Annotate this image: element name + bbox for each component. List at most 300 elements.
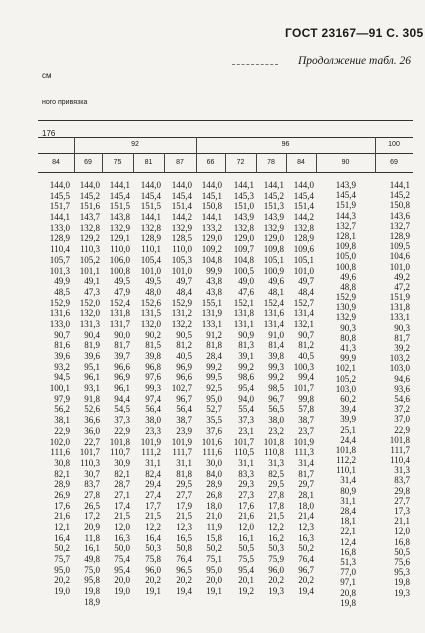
table-cell: 35,5 xyxy=(206,415,222,426)
table-cell: 29,4 xyxy=(145,479,161,490)
table-cell: 144,0 xyxy=(171,180,192,190)
table-cell: 56,5 xyxy=(268,404,284,415)
table-cell: 101,9 xyxy=(293,436,314,447)
table-cell: 39,1 xyxy=(238,351,254,361)
table-cell: 131,6 xyxy=(263,308,284,319)
table-cell: 131,7 xyxy=(109,318,130,329)
table-cell: 95,0 xyxy=(206,564,222,575)
table-cell: 19,4 xyxy=(298,586,314,597)
table-cell: 16,3 xyxy=(114,532,130,543)
table-cell: 49,7 xyxy=(176,276,192,287)
table-cell: 110,0 xyxy=(110,244,130,255)
subheader: 66 xyxy=(206,159,215,166)
table-cell: 131,3 xyxy=(79,318,100,329)
table-cell: 50,8 xyxy=(176,543,192,554)
table-cell: 144,1 xyxy=(263,180,284,190)
table-cell: 49,0 xyxy=(238,276,254,287)
table-cell: 76,4 xyxy=(298,554,314,565)
table-cell: 28,7 xyxy=(114,479,130,490)
table-cell: 90,3 xyxy=(394,322,410,333)
table-cell: 111,6 xyxy=(50,447,70,458)
table-cell: 144,1 xyxy=(140,212,161,223)
table-cell: 152,7 xyxy=(293,297,314,308)
table-cell: 99,4 xyxy=(298,372,314,383)
table-cell: 96,7 xyxy=(176,393,192,404)
table-cell: 110,8 xyxy=(264,447,284,458)
table-cell: 145,4 xyxy=(293,190,314,201)
table-cell: 105,2 xyxy=(335,373,356,384)
table-cell: 90,2 xyxy=(145,329,161,340)
table-cell: 109,7 xyxy=(233,244,254,255)
table-cell: 110,0 xyxy=(172,244,192,255)
subheader: 69 xyxy=(390,159,398,166)
table-cell: 105,4 xyxy=(140,254,161,265)
subheader: 81 xyxy=(144,159,153,166)
table-cell: 145,5 xyxy=(49,190,70,201)
table-cell: 39,6 xyxy=(84,351,100,361)
table-cell: 128,9 xyxy=(389,230,410,241)
table-cell: 75,1 xyxy=(206,554,222,565)
table-cell: 28,4 xyxy=(206,351,222,361)
table-cell: 129,1 xyxy=(109,233,130,244)
table-cell: 132,2 xyxy=(171,318,192,329)
table-cell: 111,7 xyxy=(390,444,410,455)
table-cell: 104,6 xyxy=(389,251,410,262)
table-cell: 77,0 xyxy=(340,567,356,578)
table-cell: 31,1 xyxy=(145,457,161,468)
data-column xyxy=(254,180,284,597)
table-cell: 128,9 xyxy=(293,233,314,244)
group-header-100: 100 xyxy=(388,141,400,148)
table-cell: 131,8 xyxy=(109,308,130,319)
table-cell: 94,5 xyxy=(54,372,70,383)
subheader: 72 xyxy=(236,159,245,166)
table-cell: 12,3 xyxy=(298,522,314,532)
table-cell: 21,4 xyxy=(298,511,314,522)
table-cell: 99,9 xyxy=(206,265,222,276)
table-cell: 100,5 xyxy=(233,265,254,276)
table-cell: 145,3 xyxy=(233,190,254,201)
table-cell: 105,1 xyxy=(293,254,314,265)
table-cell: 152,1 xyxy=(233,297,254,308)
table-cell: 20,0 xyxy=(206,575,222,586)
table-cell: 144,2 xyxy=(293,212,314,223)
table-cell: 21,5 xyxy=(114,511,130,522)
table-cell: 38,7 xyxy=(298,415,314,426)
table-cell: 12,3 xyxy=(176,522,192,532)
table-cell: 21,5 xyxy=(145,511,161,522)
table-cell: 96,5 xyxy=(176,564,192,575)
table-cell: 19,8 xyxy=(340,597,356,608)
table-cell: 49,1 xyxy=(84,276,100,287)
table-cell: 23,9 xyxy=(176,425,192,436)
table-cell: 23,2 xyxy=(268,425,284,436)
table-cell: 12,2 xyxy=(145,522,161,532)
table-cell: 98,5 xyxy=(268,383,284,394)
table-cell: 38,1 xyxy=(54,415,70,426)
table-cell: 105,1 xyxy=(263,254,284,265)
table-cell: 48,0 xyxy=(145,286,161,297)
table-cell: 132,0 xyxy=(140,318,161,329)
table-cell: 96,1 xyxy=(114,383,130,394)
table-cell: 19,1 xyxy=(206,586,222,597)
table-cell: 109,8 xyxy=(335,241,356,252)
table-cell: 151,9 xyxy=(335,200,356,211)
table-cell: 110,7 xyxy=(110,447,130,458)
table-cell: 81,2 xyxy=(298,340,314,351)
table-cell: 81,8 xyxy=(176,468,192,479)
table-cell: 16,8 xyxy=(394,536,410,547)
table-cell: 152,9 xyxy=(335,292,356,303)
table-cell: 30,7 xyxy=(84,468,100,479)
table-cell: 132,8 xyxy=(79,222,100,233)
table-cell: 101,9 xyxy=(171,436,192,447)
table-cell: 22,9 xyxy=(394,424,410,435)
table-cell: 143,9 xyxy=(233,212,254,223)
table-cell: 98,6 xyxy=(238,372,254,383)
table-cell: 132,7 xyxy=(389,220,410,231)
table-cell: 99,3 xyxy=(145,383,161,394)
table-cell: 55,4 xyxy=(238,404,254,415)
table-cell: 133,0 xyxy=(49,318,70,329)
table-cell: 49,8 xyxy=(84,554,100,565)
table-cell: 94,4 xyxy=(114,393,130,404)
table-cell: 21,6 xyxy=(238,511,254,522)
table-cell: 96,6 xyxy=(176,372,192,383)
table-cell: 144,0 xyxy=(49,180,70,190)
table-cell: 81,9 xyxy=(84,340,100,351)
table-cell: 17,3 xyxy=(394,506,410,516)
table-cell: 26,8 xyxy=(206,489,222,500)
table-cell: 31,1 xyxy=(238,457,254,468)
table-cell: 144,0 xyxy=(79,180,100,190)
table-cell: 23,7 xyxy=(298,425,314,436)
table-cell: 152,4 xyxy=(109,297,130,308)
table-cell: 80,9 xyxy=(340,485,356,496)
table-cell: 20,0 xyxy=(114,575,130,586)
table-cell: 90,9 xyxy=(238,329,254,340)
table-cell: 101,8 xyxy=(263,436,284,447)
table-cell: 131,8 xyxy=(389,302,410,313)
table-cell: 151,0 xyxy=(233,201,254,212)
table-cell: 49,5 xyxy=(114,276,130,287)
table-cell: 103,0 xyxy=(389,363,410,374)
table-cell: 16,8 xyxy=(340,546,356,557)
table-cell: 101,7 xyxy=(233,436,254,447)
table-cell: 99,2 xyxy=(238,361,254,372)
table-cell: 143,6 xyxy=(389,210,410,221)
table-cell: 97,4 xyxy=(145,393,161,404)
table-cell: 132,8 xyxy=(140,222,161,233)
table-cell: 40,5 xyxy=(298,351,314,361)
table-cell: 150,8 xyxy=(201,201,222,212)
table-cell: 37,3 xyxy=(114,415,130,426)
table-cell: 47,3 xyxy=(84,286,100,297)
height-value: 176 xyxy=(42,129,56,138)
table-cell: 129,0 xyxy=(201,233,222,244)
table-cell: 81,7 xyxy=(394,332,410,343)
table-cell: 23,1 xyxy=(238,425,254,436)
table-cell: 90,4 xyxy=(84,329,100,340)
table-cell: 27,1 xyxy=(114,489,130,500)
table-cell: 50,0 xyxy=(114,543,130,554)
table-cell: 43,8 xyxy=(206,276,222,287)
table-cell: 27,7 xyxy=(176,489,192,500)
table-cell: 101,7 xyxy=(79,447,100,458)
table-cell: 145,2 xyxy=(263,190,284,201)
data-column xyxy=(284,180,314,597)
table-cell: 75,0 xyxy=(84,564,100,575)
table-cell: 28,9 xyxy=(206,479,222,490)
table-cell: 20,2 xyxy=(54,575,70,586)
table-cell: 110,1 xyxy=(336,465,356,476)
table-cell: 31,4 xyxy=(298,457,314,468)
table-cell: 27,4 xyxy=(145,489,161,500)
table-cell: 49,9 xyxy=(54,276,70,287)
table-cell: 90,5 xyxy=(176,329,192,340)
table-cell: 152,6 xyxy=(140,297,161,308)
table-cell: 109,6 xyxy=(293,244,314,255)
table-cell: 95,0 xyxy=(206,393,222,404)
table-cell: 82,5 xyxy=(268,468,284,479)
table-cell: 12,2 xyxy=(268,522,284,532)
table-cell: 48,1 xyxy=(268,286,284,297)
table-cell: 100,1 xyxy=(49,383,70,394)
table-cell: 93,6 xyxy=(394,383,410,394)
table-cell: 101,8 xyxy=(109,436,130,447)
table-cell: 144,2 xyxy=(171,212,192,223)
table-cell: 54,6 xyxy=(394,393,410,404)
table-cell: 75,8 xyxy=(145,554,161,565)
table-cell: 19,0 xyxy=(114,586,130,597)
table-cell: 101,8 xyxy=(335,444,356,455)
table-cell: 145,2 xyxy=(389,190,410,201)
table-cell: 49,5 xyxy=(145,276,161,287)
table-cell: 151,3 xyxy=(263,201,284,212)
table-cell: 90,3 xyxy=(340,322,356,333)
table-cell: 57,8 xyxy=(298,404,314,415)
table-cell: 94,0 xyxy=(238,393,254,404)
table-cell: 128,1 xyxy=(335,230,356,241)
table-cell: 18,1 xyxy=(340,516,356,527)
table-cell: 29,5 xyxy=(176,479,192,490)
table-cell: 39,9 xyxy=(340,414,356,425)
table-cell: 101,7 xyxy=(293,383,314,394)
table-cell: 101,1 xyxy=(79,265,100,276)
table-cell: 97,9 xyxy=(54,393,70,404)
table-cell: 100,8 xyxy=(109,265,130,276)
table-cell: 75,4 xyxy=(114,554,130,565)
table-cell: 133,2 xyxy=(201,222,222,233)
table-cell: 17,7 xyxy=(145,500,161,511)
table-cell: 129,0 xyxy=(263,233,284,244)
table-cell: 28,9 xyxy=(54,479,70,490)
table-cell: 18,0 xyxy=(206,500,222,511)
table-cell: 50,2 xyxy=(298,543,314,554)
table-cell: 151,4 xyxy=(171,201,192,212)
table-cell: 50,2 xyxy=(54,543,70,554)
table-cell: 144,0 xyxy=(293,180,314,190)
data-column xyxy=(322,180,356,608)
table-cell: 36,0 xyxy=(84,425,100,436)
table-cell: 96,0 xyxy=(268,564,284,575)
table-cell: 81,5 xyxy=(145,340,161,351)
table-cell: 81,8 xyxy=(206,340,222,351)
table-cell: 40,5 xyxy=(176,351,192,361)
data-column xyxy=(72,180,100,608)
rule-176 xyxy=(38,137,413,138)
table-cell: 109,8 xyxy=(263,244,284,255)
table-cell: 144,0 xyxy=(140,180,161,190)
table-cell: 96,7 xyxy=(268,393,284,404)
table-cell: 17,2 xyxy=(84,511,100,522)
table-cell: 19,8 xyxy=(394,577,410,588)
subheader: 78 xyxy=(267,159,275,166)
table-cell: 151,9 xyxy=(389,292,410,303)
table-cell: 16,1 xyxy=(238,532,254,543)
table-cell: 152,9 xyxy=(49,297,70,308)
table-cell: 11,8 xyxy=(84,532,100,543)
column-caption: ного привязка xyxy=(42,99,88,106)
table-cell: 75,9 xyxy=(268,554,284,565)
table-cell: 104,8 xyxy=(201,254,222,265)
unit-label: см xyxy=(42,71,52,80)
table-cell: 132,9 xyxy=(109,222,130,233)
table-cell: 81,7 xyxy=(114,340,130,351)
table-cell: 37,0 xyxy=(394,414,410,425)
table-cell: 131,9 xyxy=(201,308,222,319)
table-cell: 91,2 xyxy=(206,329,222,340)
table-cell: 17,8 xyxy=(268,500,284,511)
table-cell: 19,4 xyxy=(176,586,192,597)
table-cell: 12,0 xyxy=(394,526,410,537)
table-cell: 20,9 xyxy=(84,522,100,532)
table-cell: 52,7 xyxy=(206,404,222,415)
table-cell: 28,1 xyxy=(298,489,314,500)
table-cell: 97,6 xyxy=(145,372,161,383)
table-cell: 20,2 xyxy=(268,575,284,586)
table-cell: 37,2 xyxy=(394,404,410,415)
table-cell: 52,6 xyxy=(84,404,100,415)
table-cell: 12,0 xyxy=(114,522,130,532)
table-cell: 16,4 xyxy=(145,532,161,543)
table-cell: 18,9 xyxy=(84,596,100,607)
table-cell: 144,1 xyxy=(49,212,70,223)
subheader: 90 xyxy=(341,159,350,166)
table-cell: 29,3 xyxy=(238,479,254,490)
table-cell: 80,8 xyxy=(340,332,356,343)
table-cell: 95,8 xyxy=(84,575,100,586)
table-cell: 131,6 xyxy=(49,308,70,319)
subheader: 84 xyxy=(297,159,305,166)
subheader: 87 xyxy=(176,159,184,166)
table-cell: 103,0 xyxy=(335,383,356,394)
table-cell: 26,9 xyxy=(54,489,70,500)
table-cell: 26,5 xyxy=(84,500,100,511)
table-cell: 50,3 xyxy=(268,543,284,554)
table-cell: 54,5 xyxy=(114,404,130,415)
table-cell: 81,2 xyxy=(176,340,192,351)
table-cell: 20,2 xyxy=(145,575,161,586)
table-cell: 47,9 xyxy=(114,286,130,297)
table-cell: 151,4 xyxy=(293,201,314,212)
table-cell: 37,6 xyxy=(206,425,222,436)
table-cell: 101,8 xyxy=(389,434,410,445)
table-cell: 12,0 xyxy=(238,522,254,532)
table-cell: 96,9 xyxy=(176,361,192,372)
table-cell: 99,2 xyxy=(268,372,284,383)
table-cell: 12,1 xyxy=(54,522,70,532)
table-cell: 96,7 xyxy=(298,564,314,575)
data-column xyxy=(224,180,254,597)
table-cell: 20,2 xyxy=(176,575,192,586)
table-cell: 90,7 xyxy=(54,329,70,340)
table-cell: 152,0 xyxy=(79,297,100,308)
table-cell: 144,1 xyxy=(109,180,130,190)
table-cell: 20,1 xyxy=(238,575,254,586)
table-cell: 91,8 xyxy=(84,393,100,404)
table-cell: 81,4 xyxy=(268,340,284,351)
table-cell: 48,8 xyxy=(340,281,356,292)
table-cell: 129,0 xyxy=(233,233,254,244)
table-cell: 144,0 xyxy=(201,180,222,190)
table-cell: 96,9 xyxy=(114,372,130,383)
table-cell: 132,1 xyxy=(293,318,314,329)
table-cell: 30,8 xyxy=(54,457,70,468)
table-cell: 49,7 xyxy=(298,276,314,287)
table-cell: 29,7 xyxy=(298,479,314,490)
table-cell: 133,1 xyxy=(389,312,410,323)
data-column xyxy=(40,180,70,597)
table-cell: 49,2 xyxy=(394,271,410,282)
table-cell: 15,8 xyxy=(206,532,222,543)
table-cell: 19,0 xyxy=(54,586,70,597)
table-cell: 43,8 xyxy=(206,286,222,297)
table-cell: 111,6 xyxy=(202,447,222,458)
table-cell: 131,1 xyxy=(233,318,254,329)
table-cell: 51,3 xyxy=(340,556,356,567)
table-cell: 102,1 xyxy=(335,363,356,374)
table-cell: 132,0 xyxy=(79,308,100,319)
group-header-96: 96 xyxy=(281,141,290,148)
table-cell: 145,2 xyxy=(79,190,100,201)
table-cell: 151,5 xyxy=(109,201,130,212)
table-cell: 144,1 xyxy=(233,180,254,190)
table-cell: 22,9 xyxy=(54,425,70,436)
table-cell: 99,3 xyxy=(268,361,284,372)
table-cell: 19,2 xyxy=(238,586,254,597)
table-cell: 27,3 xyxy=(238,489,254,500)
table-cell: 22,7 xyxy=(84,436,100,447)
group-header-92: 92 xyxy=(131,141,139,148)
data-column xyxy=(378,180,410,598)
table-cell: 38,0 xyxy=(268,415,284,426)
table-cell: 21,5 xyxy=(268,511,284,522)
table-cell: 37,3 xyxy=(238,415,254,426)
table-cell: 151,6 xyxy=(79,201,100,212)
table-cell: 31,4 xyxy=(340,475,356,486)
table-cell: 110,4 xyxy=(390,455,410,466)
table-cell: 56,4 xyxy=(145,404,161,415)
table-cell: 83,7 xyxy=(394,475,410,486)
table-cell: 28,4 xyxy=(340,506,356,516)
table-cell: 128,5 xyxy=(171,233,192,244)
table-cell: 95,1 xyxy=(84,361,100,372)
table-cell: 21,1 xyxy=(394,516,410,527)
subheader: 75 xyxy=(113,159,122,166)
table-cell: 99,2 xyxy=(206,361,222,372)
table-cell: 50,5 xyxy=(394,546,410,557)
